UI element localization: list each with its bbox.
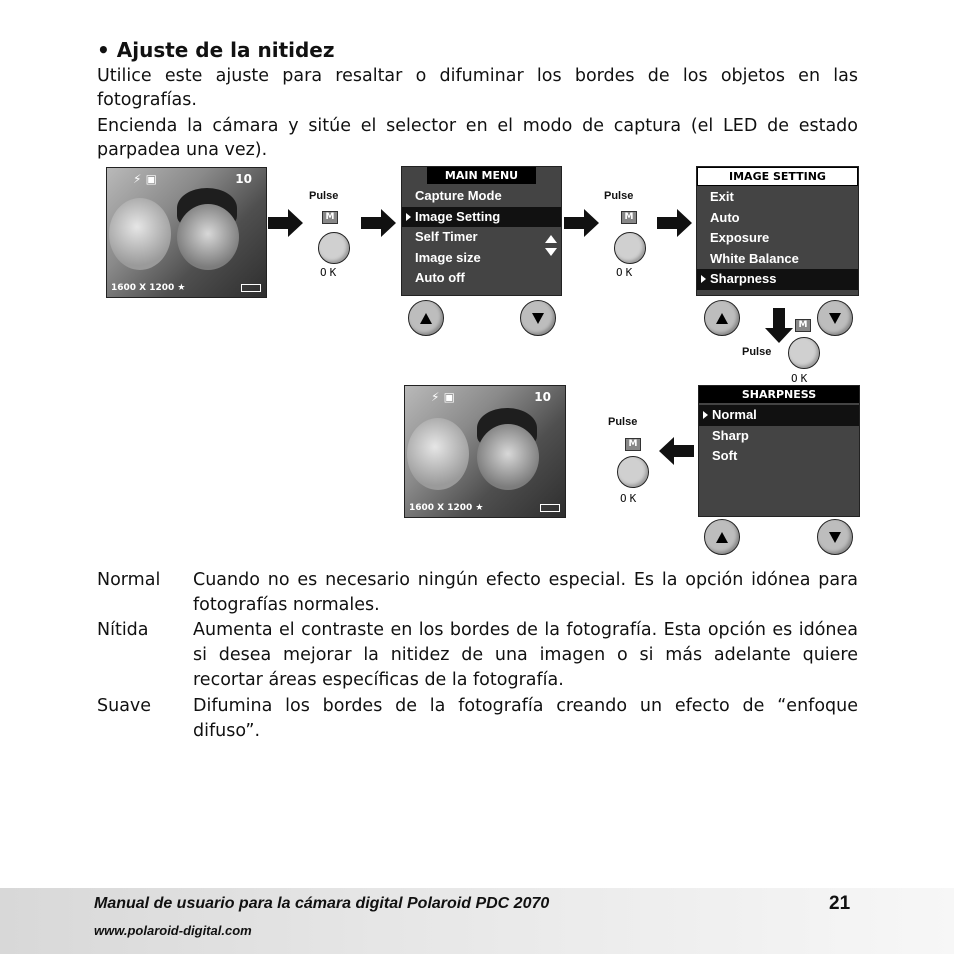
- battery-icon: [241, 284, 261, 292]
- pulse-label: Pulse: [608, 416, 638, 428]
- menu-m-button[interactable]: M: [625, 438, 641, 451]
- camera-preview-2: [404, 385, 566, 518]
- triangle-down-icon: [829, 532, 841, 543]
- menu-item-auto-off[interactable]: Auto off: [415, 270, 465, 285]
- sharpness-title: SHARPNESS: [699, 386, 859, 403]
- triangle-up-icon: [716, 313, 728, 324]
- image-setting-screen: [696, 166, 859, 296]
- up-button[interactable]: [704, 300, 740, 336]
- camera-preview-1: [106, 167, 267, 298]
- menu-item-sharp[interactable]: Sharp: [712, 427, 749, 443]
- page-number: 21: [829, 893, 851, 914]
- definition-suave: Difumina los bordes de la fotografía creando un efecto de “enfoque difuso”.: [193, 696, 858, 741]
- resolution-label: 1600 X 1200 ★: [409, 503, 484, 513]
- menu-item-image-size[interactable]: Image size: [415, 249, 481, 265]
- main-menu-screen: [401, 166, 562, 296]
- arrow-left-icon: [659, 436, 695, 466]
- triangle-down-icon: [532, 313, 544, 324]
- menu-item-soft[interactable]: Soft: [712, 448, 738, 463]
- resolution-label: 1600 X 1200 ★: [111, 283, 186, 293]
- triangle-up-icon: [716, 532, 728, 543]
- ok-button[interactable]: [617, 456, 649, 488]
- menu-item-white-balance[interactable]: White Balance: [710, 250, 799, 266]
- ok-label: OK: [791, 372, 811, 385]
- instruction-paragraph: Encienda la cámara y sitúe el selector en el modo de captura (el LED de estado parpadea una vez).: [97, 116, 858, 160]
- arrow-right-icon: [564, 208, 600, 238]
- section-heading: • Ajuste de la nitidez: [97, 38, 335, 62]
- definition-nitida: Aumenta el contraste en los bordes de la fotografía. Esta opción es idónea si desea mejorar la nitidez de una imagen o si más adelante quiere recortar áreas específicas de la fotografía.: [193, 620, 858, 690]
- menu-item-capture-mode[interactable]: Capture Mode: [415, 188, 502, 203]
- term-suave: Suave: [97, 696, 152, 716]
- ok-label: OK: [616, 266, 636, 279]
- ok-button[interactable]: [788, 337, 820, 369]
- definition-normal: Cuando no es necesario ningún efecto especial. Es la opción idónea para fotografías normales.: [193, 570, 858, 615]
- menu-item-sharpness[interactable]: Sharpness: [697, 269, 858, 290]
- triangle-down-icon: [829, 313, 841, 324]
- scroll-arrows-icon: [545, 235, 557, 257]
- up-button[interactable]: [408, 300, 444, 336]
- up-button[interactable]: [704, 519, 740, 555]
- sharpness-screen: [698, 385, 860, 517]
- down-button[interactable]: [817, 519, 853, 555]
- ok-label: OK: [620, 492, 640, 505]
- arrow-down-icon: [764, 308, 794, 344]
- menu-m-button[interactable]: M: [795, 319, 811, 332]
- footer-title: Manual de usuario para la cámara digital Polaroid PDC 2070: [94, 895, 550, 912]
- ok-label: OK: [320, 266, 340, 279]
- menu-item-self-timer[interactable]: Self Timer: [415, 229, 478, 244]
- term-normal: Normal: [97, 570, 161, 590]
- menu-m-button[interactable]: M: [322, 211, 338, 224]
- intro-paragraph: Utilice este ajuste para resaltar o difuminar los bordes de los objetos en las fotografías.: [97, 66, 858, 110]
- battery-icon: [540, 504, 560, 512]
- flash-camera-icon: ⚡ ▣: [133, 172, 157, 186]
- arrow-right-icon: [361, 208, 397, 238]
- down-button[interactable]: [817, 300, 853, 336]
- pulse-label: Pulse: [309, 190, 339, 202]
- menu-item-image-setting[interactable]: Image Setting: [402, 207, 561, 228]
- flash-camera-icon: ⚡ ▣: [431, 390, 455, 404]
- ok-button[interactable]: [614, 232, 646, 264]
- pulse-label: Pulse: [742, 346, 772, 358]
- down-button[interactable]: [520, 300, 556, 336]
- triangle-up-icon: [420, 313, 432, 324]
- shot-count: 10: [534, 390, 551, 404]
- menu-item-normal[interactable]: Normal: [699, 405, 859, 426]
- menu-item-exposure[interactable]: Exposure: [710, 230, 770, 245]
- shot-count: 10: [235, 172, 252, 186]
- arrow-right-icon: [268, 208, 304, 238]
- term-nitida: Nítida: [97, 620, 149, 640]
- ok-button[interactable]: [318, 232, 350, 264]
- footer-url[interactable]: www.polaroid-digital.com: [94, 923, 252, 938]
- menu-item-exit[interactable]: Exit: [710, 189, 734, 204]
- main-menu-title: MAIN MENU: [427, 167, 536, 184]
- pulse-label: Pulse: [604, 190, 634, 202]
- image-setting-title: IMAGE SETTING: [697, 167, 858, 186]
- arrow-right-icon: [657, 208, 693, 238]
- menu-m-button[interactable]: M: [621, 211, 637, 224]
- menu-item-auto[interactable]: Auto: [710, 209, 740, 225]
